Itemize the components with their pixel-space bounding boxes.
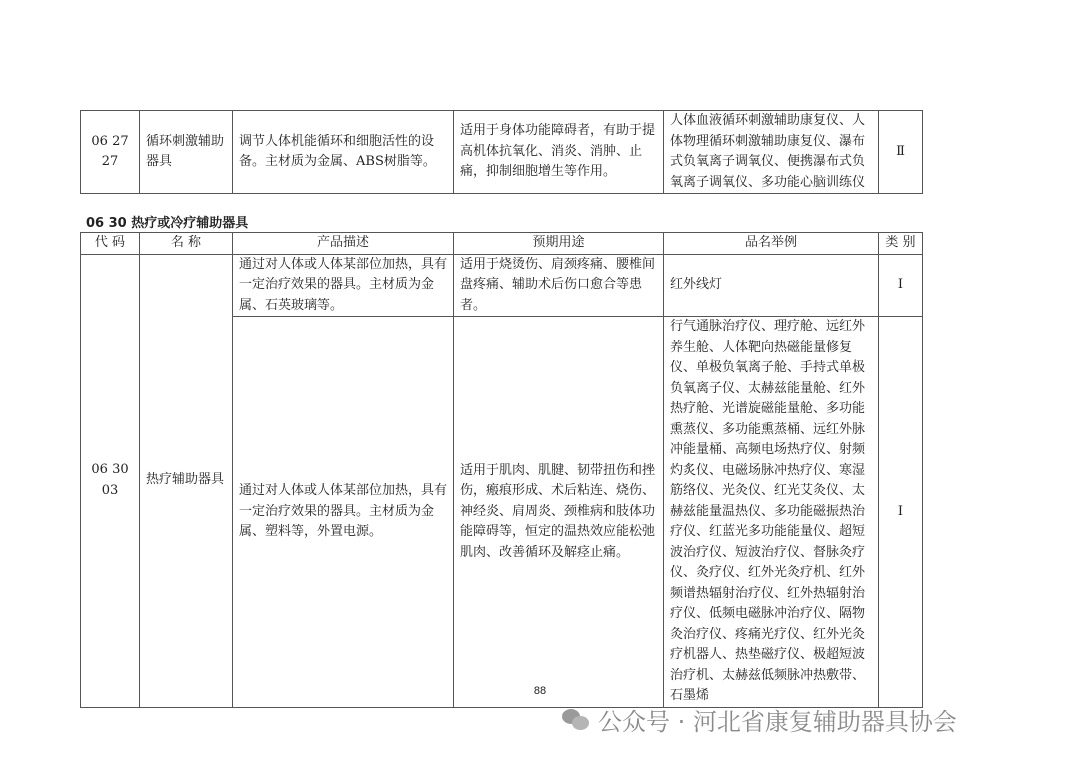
header-class: 类 别 bbox=[879, 233, 923, 255]
page-number: 88 bbox=[533, 685, 547, 697]
header-examples: 品名举例 bbox=[664, 233, 879, 255]
description-cell: 通过对人体或人体某部位加热，具有一定治疗效果的器具。主材质为金属、塑料等，外置电源。 bbox=[233, 317, 454, 708]
table-row bbox=[81, 111, 923, 194]
use-cell: 适用于肌肉、肌腱、韧带扭伤和挫伤，瘢痕形成、术后粘连、烧伤、神经炎、肩周炎、颈椎病和肢体功能障碍等，恒定的温热效应能松弛肌肉、改善循环及解痉止痛。 bbox=[454, 317, 664, 708]
examples-cell: 红外线灯 bbox=[664, 254, 879, 317]
code-cell: 06 27 27 bbox=[81, 111, 140, 194]
description-cell: 通过对人体或人体某部位加热，具有一定治疗效果的器具。主材质为金属、石英玻璃等。 bbox=[233, 254, 454, 317]
previous-category-table bbox=[80, 110, 923, 194]
section-title: 06 30 热疗或冷疗辅助器具 bbox=[86, 216, 249, 231]
description-cell: 调节人体机能循环和细胞活性的设备。主材质为金属、ABS树脂等。 bbox=[233, 111, 454, 194]
examples-cell: 行气通脉治疗仪、理疗舱、远红外养生舱、人体靶向热磁能量修复仪、单极负氧离子舱、手持式单极负氧离子仪、太赫兹能量舱、红外热疗舱、光谱旋磁能量舱、多功能熏蒸仪、多功能熏蒸桶、远红外脉冲能量桶、高频电场热疗仪、射频灼炙仪、电磁场脉冲热疗仪、寒湿筋络仪、光灸仪、红光艾灸仪、太赫兹能量温热仪、多功能磁振热治疗仪、红蓝光多功能能量仪、超短波治疗仪、短波治疗仪、督脉灸疗仪、灸疗仪、红外光灸疗机、红外频谱热辐射治疗仪、红外热辐射治疗仪、低频电磁脉冲治疗仪、隔物灸治疗仪、疼痛光疗仪、红外光灸疗机器人、热垫磁疗仪、极超短波治疗机、太赫兹低频脉冲热敷带、石墨烯 bbox=[664, 317, 879, 708]
table-header-row bbox=[81, 233, 923, 255]
header-use: 预期用途 bbox=[454, 233, 664, 255]
header-code: 代 码 bbox=[81, 233, 140, 255]
examples-cell: 人体血液循环刺激辅助康复仪、人体物理循环刺激辅助康复仪、瀑布式负氧离子调氧仪、便携瀑布式负氧离子调氧仪、多功能心脑训练仪 bbox=[664, 111, 879, 194]
name-cell: 热疗辅助器具 bbox=[140, 254, 233, 707]
wechat-icon bbox=[562, 709, 590, 731]
watermark bbox=[562, 702, 957, 737]
class-cell: Ⅰ bbox=[879, 254, 923, 317]
watermark-text: 公众号 · 河北省康复辅助器具协会 bbox=[598, 708, 957, 736]
class-cell: Ⅱ bbox=[879, 111, 923, 194]
use-cell: 适用于身体功能障碍者，有助于提高机体抗氧化、消炎、消肿、止痛，抑制细胞增生等作用。 bbox=[454, 111, 664, 194]
class-cell: Ⅰ bbox=[879, 317, 923, 708]
code-cell: 06 30 03 bbox=[81, 254, 140, 707]
thermal-therapy-table bbox=[80, 232, 923, 708]
table-row bbox=[81, 254, 923, 317]
header-description: 产品描述 bbox=[233, 233, 454, 255]
use-cell: 适用于烧烫伤、肩颈疼痛、腰椎间盘疼痛、辅助术后伤口愈合等患者。 bbox=[454, 254, 664, 317]
header-name: 名 称 bbox=[140, 233, 233, 255]
name-cell: 循环刺激辅助器具 bbox=[140, 111, 233, 194]
